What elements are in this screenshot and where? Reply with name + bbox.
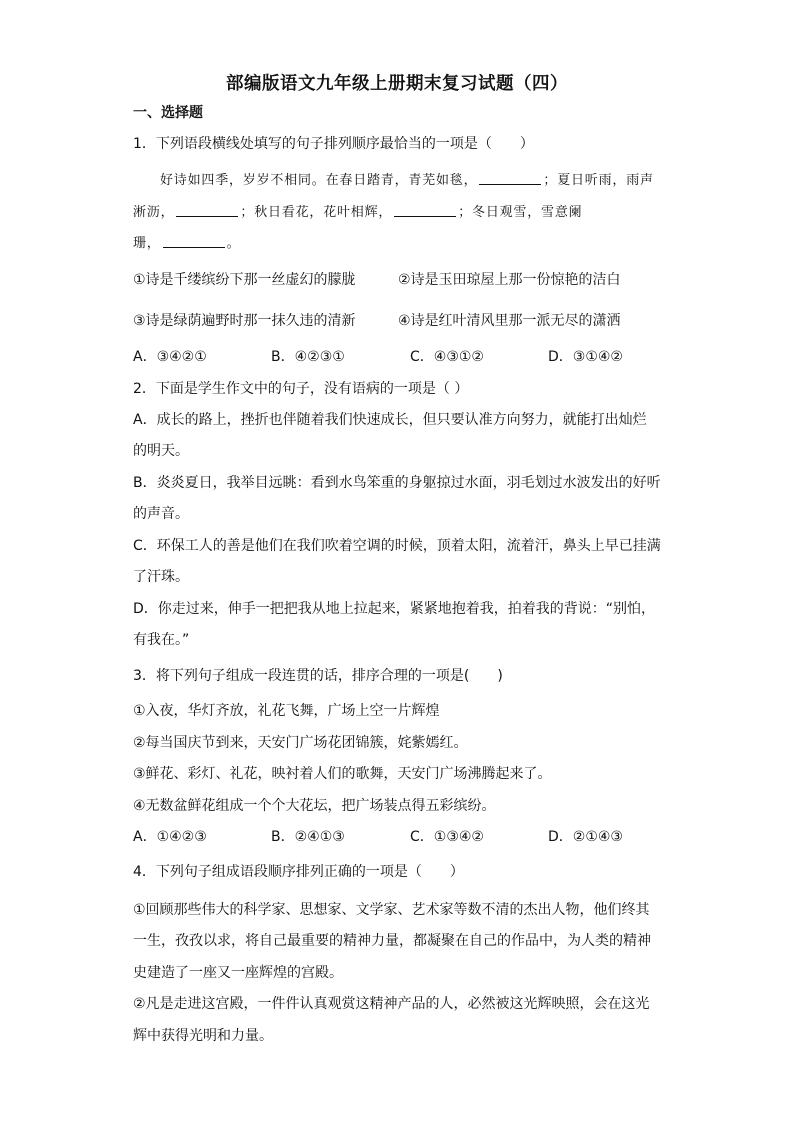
q1-option-d: D．③①④② [548, 349, 623, 365]
q1-poem-text: 淅沥， [133, 205, 175, 220]
q1-item-4: ④诗是红叶清风里那一派无尽的潇洒 [398, 313, 621, 329]
q1-poem-text: 。 [226, 236, 241, 251]
q2-option-a-line-1: A．成长的路上，挫折也伴随着我们快速成长，但只要认准方向努力，就能打出灿烂 [133, 412, 647, 428]
q1-blank-2 [176, 204, 238, 217]
q2-option-c-line-1: C．环保工人的善是他们在我们吹着空调的时候，顶着太阳，流着汗，鼻头上早已挂满 [133, 538, 661, 554]
q1-poem-line-1 [160, 172, 654, 190]
q1-stem: 1．下列语段横线处填写的句子排列顺序最恰当的一项是（ ） [133, 136, 534, 152]
q1-blank-1 [479, 172, 541, 185]
q4-stem: 4．下列句子组成语段顺序排列正确的一项是（ ） [133, 864, 464, 880]
q2-option-a-line-2: 的明天。 [133, 443, 189, 459]
q1-poem-text: ；夏日听雨，雨声 [543, 173, 654, 188]
q3-option-b: B．②④①③ [271, 829, 345, 845]
q3-item-3: ③鲜花、彩灯、礼花，映衬着人们的歌舞，天安门广场沸腾起来了。 [133, 766, 552, 782]
q2-option-d-line-1: D．你走过来，伸手一把把我从地上拉起来，紧紧地抱着我，拍着我的背说：“别怕， [133, 601, 656, 617]
q1-poem-text: ；秋日看花，花叶相辉， [240, 205, 393, 220]
q2-stem: 2．下面是学生作文中的句子，没有语病的一项是（ ） [133, 381, 469, 397]
q2-option-b-line-1: B．炎炎夏日，我举目远眺：看到水鸟笨重的身躯掠过水面，羽毛划过水波发出的好听 [133, 475, 661, 491]
q3-item-2: ②每当国庆节到来，天安门广场花团锦簇，姹紫嫣红。 [133, 735, 468, 751]
q1-blank-4 [163, 235, 225, 248]
q1-option-a: A．③④②① [133, 349, 207, 365]
q4-para-2-line-1: ②凡是走进这宫殿，一件件认真观赏这精神产品的人，必然被这光辉映照，会在这光 [133, 996, 650, 1012]
q2-option-c-line-2: 了汗珠。 [133, 569, 189, 585]
q1-poem-line-3 [133, 235, 240, 253]
q1-item-2: ②诗是玉田琼屋上那一份惊艳的洁白 [398, 272, 621, 288]
section-heading: 一、选择题 [133, 105, 203, 121]
q1-item-1: ①诗是千缕缤纷下那一丝虚幻的朦胧 [133, 272, 356, 288]
q1-poem-text: 好诗如四季，岁岁不相同。在春日踏青，青芜如毯， [160, 173, 478, 188]
q1-poem-text: ；冬日观雪，雪意阑 [458, 205, 583, 220]
q2-option-d-line-2: 有我在。” [133, 632, 190, 648]
q4-para-1-line-2: 一生，孜孜以求，将自己最重要的精神力量，都凝聚在自己的作品中，为人类的精神 [133, 933, 651, 949]
q3-option-a: A．①④②③ [133, 829, 207, 845]
q2-option-b-line-2: 的声音。 [133, 506, 189, 522]
q4-para-1-line-3: 史建造了一座又一座辉煌的宫殿。 [133, 965, 343, 981]
q1-option-c: C．④③①② [410, 349, 484, 365]
q1-poem-line-2 [133, 204, 582, 222]
q1-blank-3 [394, 204, 456, 217]
q4-para-2-line-2: 辉中获得光明和力量。 [133, 1028, 273, 1044]
q1-option-b: B．④②③① [271, 349, 345, 365]
q3-item-1: ①入夜，华灯齐放，礼花飞舞，广场上空一片辉煌 [133, 703, 440, 719]
q1-poem-text: 珊， [133, 236, 161, 251]
q3-option-d: D．②①④③ [548, 829, 623, 845]
q3-option-c: C．①③④② [410, 829, 484, 845]
page-title: 部编版语文九年级上册期末复习试题（四） [226, 74, 568, 94]
q1-item-3: ③诗是绿荫遍野时那一抹久违的清新 [133, 313, 356, 329]
q4-para-1-line-1: ①回顾那些伟大的科学家、思想家、文学家、艺术家等数不清的杰出人物，他们终其 [133, 902, 650, 918]
q3-stem: 3．将下列句子组成一段连贯的话，排序合理的一项是( ) [133, 668, 503, 684]
q3-item-4: ④无数盆鲜花组成一个个大花坛，把广场装点得五彩缤纷。 [133, 798, 496, 814]
